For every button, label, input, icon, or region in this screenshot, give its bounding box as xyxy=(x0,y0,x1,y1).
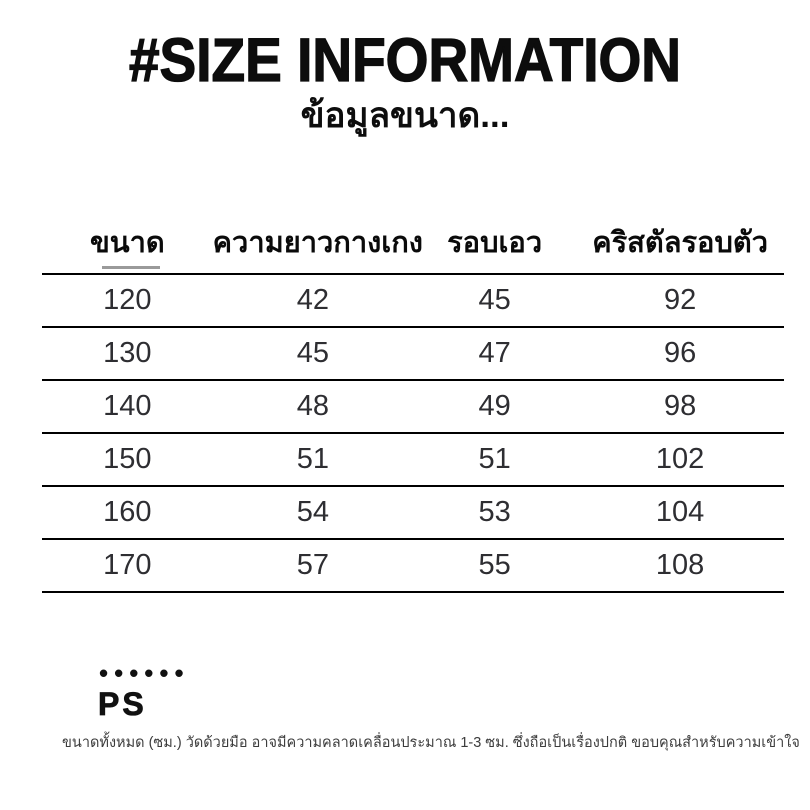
table-row xyxy=(42,486,784,539)
cell-waist: 49 xyxy=(413,380,576,433)
cell-around: 98 xyxy=(576,380,784,433)
cell-waist: 47 xyxy=(413,327,576,380)
decorative-dots: •••••• xyxy=(99,658,190,688)
table-row xyxy=(42,327,784,380)
cell-length: 48 xyxy=(213,380,413,433)
cell-around: 104 xyxy=(576,486,784,539)
cell-length: 57 xyxy=(213,539,413,592)
table-row xyxy=(42,380,784,433)
measurement-disclaimer: ขนาดทั้งหมด (ซม.) วัดด้วยมือ อาจมีความคลาดเคลื่อนประมาณ 1-3 ซม. ซึ่งถือเป็นเรื่องปกติ ขอบคุณสำหรับความเข้าใจ xyxy=(62,735,800,751)
cell-around: 102 xyxy=(576,433,784,486)
cell-size: 120 xyxy=(42,274,213,327)
cell-waist: 45 xyxy=(413,274,576,327)
cell-size: 130 xyxy=(42,327,213,380)
column-header-pants-length: ความยาวกางเกง xyxy=(212,227,423,259)
header-underline-gap xyxy=(286,262,343,272)
size-table xyxy=(42,215,784,593)
cell-around: 92 xyxy=(576,274,784,327)
table-row xyxy=(42,433,784,486)
cell-length: 45 xyxy=(213,327,413,380)
cell-length: 54 xyxy=(213,486,413,539)
cell-size: 160 xyxy=(42,486,213,539)
cell-around: 108 xyxy=(576,539,784,592)
cell-waist: 55 xyxy=(413,539,576,592)
table-row xyxy=(42,539,784,592)
page-subtitle: ข้อมูลขนาด... xyxy=(300,96,510,135)
cell-length: 51 xyxy=(213,433,413,486)
column-header-around-body: คริสตัลรอบตัว xyxy=(592,227,769,259)
cell-size: 150 xyxy=(42,433,213,486)
cell-size: 170 xyxy=(42,539,213,592)
cell-around: 96 xyxy=(576,327,784,380)
cell-size: 140 xyxy=(42,380,213,433)
ps-label: PS xyxy=(98,686,147,722)
table-row xyxy=(42,274,784,327)
cell-length: 42 xyxy=(213,274,413,327)
column-header-waist: รอบเอว xyxy=(447,227,543,259)
header-underline-smudge xyxy=(102,266,160,269)
column-header-size: ขนาด xyxy=(89,227,165,259)
page-title: #SIZE INFORMATION xyxy=(128,25,682,95)
cell-waist: 53 xyxy=(413,486,576,539)
cell-waist: 51 xyxy=(413,433,576,486)
